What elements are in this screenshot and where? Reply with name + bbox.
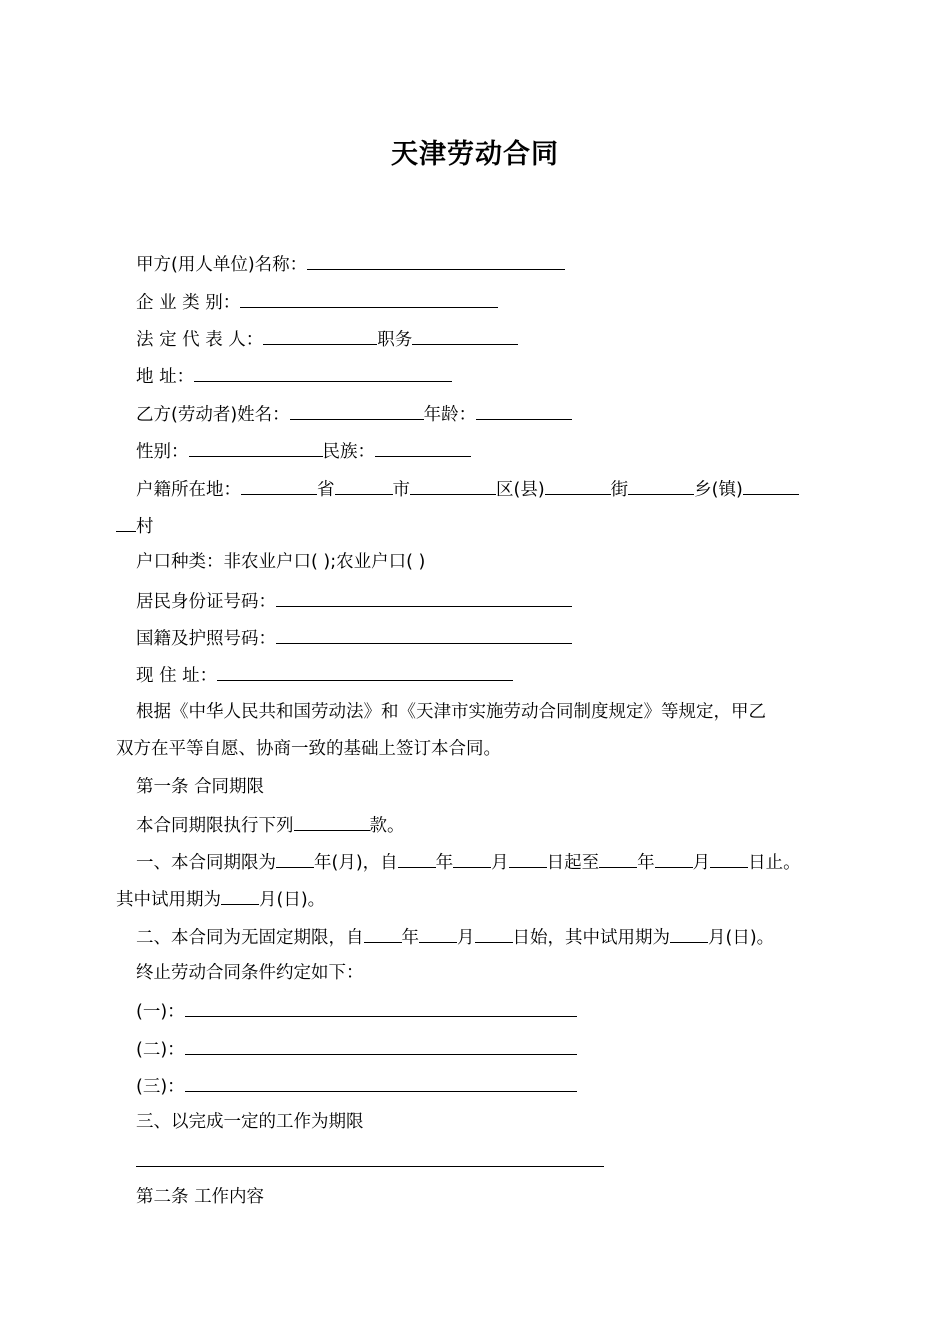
open-start-day-blank[interactable] [475, 924, 513, 943]
open-start-month-blank[interactable] [419, 924, 457, 943]
open-probation-blank[interactable] [670, 924, 708, 943]
employer-name-line [136, 251, 565, 275]
position-blank[interactable] [412, 326, 518, 345]
probation-blank[interactable] [221, 886, 259, 905]
term-clause-suffix: 款。 [369, 816, 405, 836]
employee-name-line [136, 401, 572, 425]
year-label: 年 [401, 928, 419, 948]
current-address-line [136, 662, 513, 686]
village-blank-end[interactable] [116, 513, 136, 532]
employer-name-blank[interactable] [307, 251, 565, 270]
legal-basis-text-cont: 双方在平等自愿、协商一致的基础上签订本合同。 [116, 739, 501, 759]
city-label: 市 [392, 480, 410, 500]
ethnicity-blank[interactable] [375, 438, 471, 457]
township-blank[interactable] [628, 476, 694, 495]
district-blank[interactable] [410, 476, 496, 495]
term-clause-blank[interactable] [294, 812, 370, 831]
id-number-line [136, 588, 572, 612]
document-title: 天津劳动合同 [391, 139, 559, 170]
gender-line [136, 438, 471, 462]
household-registration-line [136, 476, 799, 500]
condition-1-line [136, 998, 577, 1022]
term-clause-line [136, 812, 405, 836]
village-blank-start[interactable] [743, 476, 799, 495]
probation-unit: 月(日)。 [259, 890, 326, 910]
company-type-label: 企 业 类 别： [136, 293, 241, 313]
household-type-line: 户口种类：非农业户口( );农业户口( ) [136, 552, 426, 572]
month-label: 月 [457, 928, 475, 948]
task-based-term-blank[interactable] [136, 1166, 604, 1167]
open-probation-unit: 月(日)。 [708, 928, 775, 948]
probation-line [116, 886, 325, 910]
legal-rep-blank[interactable] [263, 326, 377, 345]
end-month-blank[interactable] [655, 849, 693, 868]
gender-label: 性别： [136, 442, 189, 462]
start-year-blank[interactable] [398, 849, 436, 868]
id-number-blank[interactable] [276, 588, 572, 607]
article-2-heading: 第二条 工作内容 [136, 1187, 265, 1207]
condition-2-blank[interactable] [185, 1036, 577, 1055]
address-blank[interactable] [194, 363, 452, 382]
condition-2-line [136, 1036, 577, 1060]
ethnicity-label: 民族： [322, 442, 375, 462]
company-type-blank[interactable] [240, 289, 498, 308]
current-address-blank[interactable] [217, 662, 513, 681]
id-number-label: 居民身份证号码： [136, 592, 276, 612]
street-blank[interactable] [545, 476, 611, 495]
open-start-year-blank[interactable] [364, 924, 402, 943]
gender-blank[interactable] [189, 438, 323, 457]
term-clause-label: 本合同期限执行下列 [136, 816, 294, 836]
province-blank[interactable] [241, 476, 317, 495]
age-label: 年龄： [423, 405, 477, 425]
year-label: 年 [637, 853, 655, 873]
until-label: 日起至 [546, 853, 600, 873]
condition-3-line [136, 1073, 577, 1097]
township-label: 乡(镇) [694, 480, 743, 500]
passport-label: 国籍及护照号码： [136, 629, 276, 649]
open-probation-label: 日始，其中试用期为 [512, 928, 670, 948]
condition-3-blank[interactable] [185, 1073, 577, 1092]
village-label: 村 [136, 517, 154, 537]
company-type-line [136, 289, 498, 313]
legal-rep-line [136, 326, 518, 350]
condition-3-label: (三)： [136, 1077, 185, 1097]
employee-name-blank[interactable] [290, 401, 424, 420]
legal-rep-label: 法 定 代 表 人： [136, 330, 264, 350]
current-address-label: 现 住 址： [136, 666, 218, 686]
fixed-term-line [136, 849, 801, 873]
position-label: 职务 [377, 330, 413, 350]
month-label: 月 [692, 853, 711, 873]
fixed-term-label: 一、本合同期限为 [136, 853, 276, 873]
open-term-line [136, 924, 774, 948]
task-based-term-line: 三、以完成一定的工作为期限 [136, 1112, 364, 1132]
condition-1-label: (一)： [136, 1002, 185, 1022]
district-label: 区(县) [496, 480, 545, 500]
article-1-heading: 第一条 合同期限 [136, 777, 265, 797]
passport-line [136, 625, 572, 649]
street-label: 街 [610, 480, 629, 500]
province-label: 省 [317, 480, 335, 500]
age-blank[interactable] [476, 401, 572, 420]
condition-2-label: (二)： [136, 1040, 185, 1060]
village-line [116, 513, 154, 537]
condition-1-blank[interactable] [185, 998, 577, 1017]
end-day-blank[interactable] [710, 849, 748, 868]
termination-conditions-heading: 终止劳动合同条件约定如下： [136, 963, 364, 983]
open-term-label: 二、本合同为无固定期限，自 [136, 928, 364, 948]
start-month-blank[interactable] [453, 849, 491, 868]
probation-label: 其中试用期为 [116, 890, 221, 910]
start-day-blank[interactable] [509, 849, 547, 868]
employer-name-label: 甲方(用人单位)名称： [136, 255, 308, 275]
address-label: 地 址： [136, 367, 195, 387]
city-blank[interactable] [335, 476, 393, 495]
employee-name-label: 乙方(劳动者)姓名： [136, 405, 290, 425]
end-label: 日止。 [748, 853, 801, 873]
end-year-blank[interactable] [599, 849, 637, 868]
passport-blank[interactable] [276, 625, 572, 644]
from-label: 年(月)，自 [314, 853, 398, 873]
address-line [136, 363, 452, 387]
term-length-blank[interactable] [276, 849, 314, 868]
household-label: 户籍所在地： [136, 480, 241, 500]
legal-basis-text: 根据《中华人民共和国劳动法》和《天津市实施劳动合同制度规定》等规定，甲乙 [136, 702, 766, 722]
month-label: 月 [491, 853, 509, 873]
year-label: 年 [435, 853, 454, 873]
